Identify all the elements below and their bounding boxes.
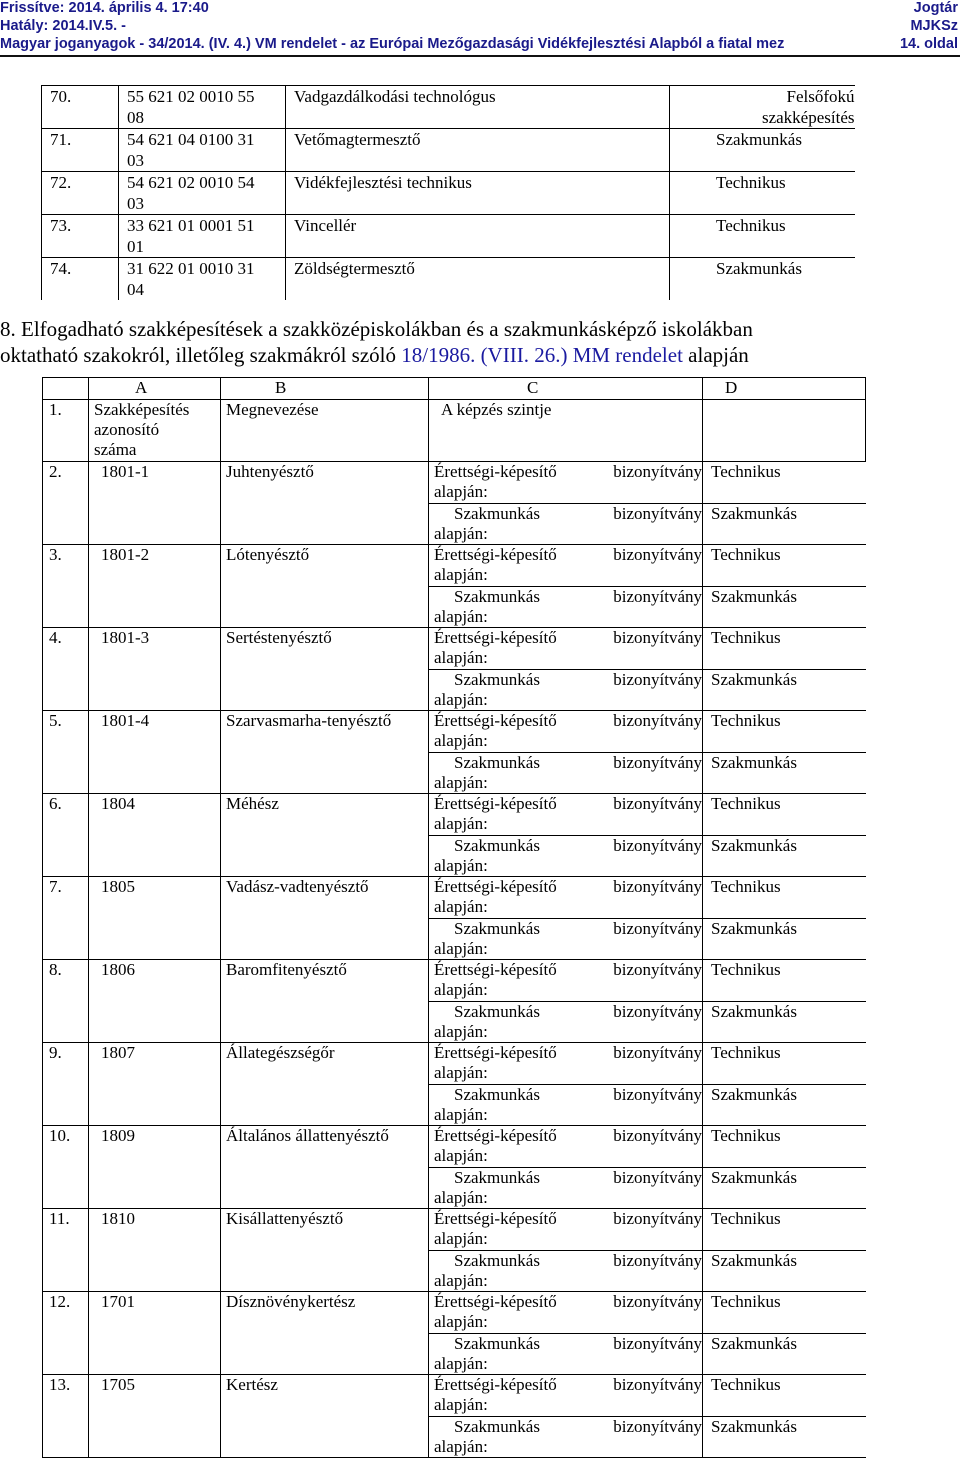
section-8-line1: 8. Elfogadható szakképesítések a szakközépiskolákban és a szakmunkásképző iskolákban [0,317,753,341]
section-8-line2: oktatható szakokról, illetőleg szakmákról szóló 18/1986. (VIII. 26.) MM rendelet alapján [0,343,749,367]
qualification-level: Szakmunkás [670,129,855,172]
qualification-id: 1804 [89,794,221,877]
header-row-number: 1. [43,400,89,462]
table-row [43,794,866,836]
level-technikus: Technikus [703,711,866,753]
qualification-code: 33 621 01 0001 51 01 [119,215,286,258]
table-row [42,258,855,301]
basis-matura: Érettségi-képesítő bizonyítvány alapján: [429,1043,703,1085]
basis-matura: Érettségi-képesítő bizonyítvány alapján: [429,462,703,504]
table-row [43,545,866,587]
level-technikus: Technikus [703,545,866,587]
basis-matura: Érettségi-képesítő bizonyítvány alapján: [429,545,703,587]
page-number: 14. oldal [899,36,958,52]
table-row [43,711,866,753]
level-szakmunkas: Szakmunkás [703,919,866,960]
basis-skilled-worker: Szakmunkás bizonyítvány alapján: [429,587,703,628]
qualification-name: Baromfitenyésztő [221,960,429,1043]
basis-skilled-worker: Szakmunkás bizonyítvány alapján: [429,1334,703,1375]
basis-skilled-worker: Szakmunkás bizonyítvány alapján: [429,1002,703,1043]
basis-skilled-worker: Szakmunkás bizonyítvány alapján: [429,1168,703,1209]
brand-jogtar: Jogtár [913,0,958,16]
basis-skilled-worker: Szakmunkás bizonyítvány alapján: [429,670,703,711]
level-technikus: Technikus [703,794,866,836]
qualification-name: Állategészségőr [221,1043,429,1126]
table-row [42,215,855,258]
row-number: 74. [42,258,119,301]
decree-link[interactable]: 18/1986. (VIII. 26.) MM rendelet [401,343,683,367]
qualification-name: Szarvasmarha-tenyésztő [221,711,429,794]
basis-matura: Érettségi-képesítő bizonyítvány alapján: [429,794,703,836]
basis-matura: Érettségi-képesítő bizonyítvány alapján: [429,628,703,670]
level-technikus: Technikus [703,877,866,919]
qualification-id: 1806 [89,960,221,1043]
table-row [43,628,866,670]
level-technikus: Technikus [703,628,866,670]
row-number: 9. [43,1043,89,1126]
brand-mjksz: MJKSz [910,18,958,34]
table-row [43,462,866,504]
qualification-id: 1801-3 [89,628,221,711]
qualification-name: Lótenyésztő [221,545,429,628]
table-row [42,86,855,129]
qualification-name: Általános állattenyésztő [221,1126,429,1209]
level-szakmunkas: Szakmunkás [703,1085,866,1126]
qualification-name: Méhész [221,794,429,877]
acceptable-qualifications-table [42,377,866,1458]
row-number: 7. [43,877,89,960]
qualification-name: Vidékfejlesztési technikus [286,172,670,215]
basis-matura: Érettségi-képesítő bizonyítvány alapján: [429,1375,703,1417]
qualification-name: Juhtenyésztő [221,462,429,545]
qualification-id: 1807 [89,1043,221,1126]
table-row [43,1126,866,1168]
basis-skilled-worker: Szakmunkás bizonyítvány alapján: [429,919,703,960]
row-number: 12. [43,1292,89,1375]
level-szakmunkas: Szakmunkás [703,587,866,628]
level-szakmunkas: Szakmunkás [703,504,866,545]
level-szakmunkas: Szakmunkás [703,670,866,711]
row-number: 3. [43,545,89,628]
row-number: 5. [43,711,89,794]
col-letter-c: C [429,378,703,400]
row-number: 73. [42,215,119,258]
level-szakmunkas: Szakmunkás [703,1002,866,1043]
validity: Hatály: 2014.IV.5. - [0,18,127,34]
level-technikus: Technikus [703,1292,866,1334]
table-row [43,1292,866,1334]
basis-skilled-worker: Szakmunkás bizonyítvány alapján: [429,1251,703,1292]
table-row [43,960,866,1002]
qualification-name: Zöldségtermesztő [286,258,670,301]
level-szakmunkas: Szakmunkás [703,1251,866,1292]
qualification-code: 55 621 02 0010 55 08 [119,86,286,129]
basis-skilled-worker: Szakmunkás bizonyítvány alapján: [429,1085,703,1126]
table-row [42,172,855,215]
row-number: 70. [42,86,119,129]
basis-matura: Érettségi-képesítő bizonyítvány alapján: [429,960,703,1002]
qualification-name: Vetőmagtermesztő [286,129,670,172]
level-szakmunkas: Szakmunkás [703,836,866,877]
qualification-name: Vadgazdálkodási technológus [286,86,670,129]
table-row [42,129,855,172]
qualification-name: Dísznövénykertész [221,1292,429,1375]
level-technikus: Technikus [703,1043,866,1085]
basis-matura: Érettségi-képesítő bizonyítvány alapján: [429,711,703,753]
header-rule [0,55,960,57]
row-number: 13. [43,1375,89,1458]
qualification-id: 1801-1 [89,462,221,545]
qualification-code: 31 622 01 0010 31 04 [119,258,286,301]
qualification-table-continued [41,85,855,300]
level-technikus: Technikus [703,1209,866,1251]
table-row [43,1375,866,1417]
basis-skilled-worker: Szakmunkás bizonyítvány alapján: [429,836,703,877]
header-row [43,400,866,462]
header-level: A képzés szintje [429,400,703,462]
qualification-id: 1810 [89,1209,221,1292]
level-technikus: Technikus [703,960,866,1002]
qualification-id: 1701 [89,1292,221,1375]
col-letter-a: A [89,378,221,400]
row-number: 72. [42,172,119,215]
row-number: 11. [43,1209,89,1292]
qualification-level: Technikus [670,172,855,215]
col-letter-d: D [703,378,866,400]
level-szakmunkas: Szakmunkás [703,1417,866,1458]
qualification-code: 54 621 02 0010 54 03 [119,172,286,215]
row-number: 2. [43,462,89,545]
column-letter-row [43,378,866,400]
row-number: 4. [43,628,89,711]
qualification-id: 1801-4 [89,711,221,794]
qualification-code: 54 621 04 0100 31 03 [119,129,286,172]
level-szakmunkas: Szakmunkás [703,753,866,794]
qualification-name: Vadász-vadtenyésztő [221,877,429,960]
level-szakmunkas: Szakmunkás [703,1168,866,1209]
qualification-name: Kertész [221,1375,429,1458]
header-id: Szakképesítés azonosító száma [89,400,221,462]
basis-matura: Érettségi-képesítő bizonyítvány alapján: [429,1126,703,1168]
level-technikus: Technikus [703,1126,866,1168]
level-szakmunkas: Szakmunkás [703,1334,866,1375]
document-title: Magyar joganyagok - 34/2014. (IV. 4.) VM rendelet - az Európai Mezőgazdasági Vidékfejlesztési Alapból a fiatal mez [0,36,785,52]
qualification-name: Sertéstenyésztő [221,628,429,711]
table-row [43,877,866,919]
table-row [43,1209,866,1251]
row-number: 71. [42,129,119,172]
qualification-id: 1805 [89,877,221,960]
refresh-date: Frissítve: 2014. április 4. 17:40 [0,0,209,16]
basis-matura: Érettségi-képesítő bizonyítvány alapján: [429,877,703,919]
basis-skilled-worker: Szakmunkás bizonyítvány alapján: [429,504,703,545]
basis-matura: Érettségi-képesítő bizonyítvány alapján: [429,1209,703,1251]
level-technikus: Technikus [703,462,866,504]
row-number: 10. [43,1126,89,1209]
qualification-id: 1801-2 [89,545,221,628]
qualification-level: Felsőfokú szakképesítés [670,86,855,129]
table-row [43,1043,866,1085]
col-letter-b: B [221,378,429,400]
basis-skilled-worker: Szakmunkás bizonyítvány alapján: [429,1417,703,1458]
qualification-name: Vincellér [286,215,670,258]
qualification-level: Technikus [670,215,855,258]
section-8-heading [0,316,960,368]
row-number: 8. [43,960,89,1043]
qualification-level: Szakmunkás [670,258,855,301]
header-name: Megnevezése [221,400,429,462]
qualification-name: Kisállattenyésztő [221,1209,429,1292]
basis-matura: Érettségi-képesítő bizonyítvány alapján: [429,1292,703,1334]
row-number: 6. [43,794,89,877]
qualification-id: 1809 [89,1126,221,1209]
level-technikus: Technikus [703,1375,866,1417]
qualification-id: 1705 [89,1375,221,1458]
basis-skilled-worker: Szakmunkás bizonyítvány alapján: [429,753,703,794]
